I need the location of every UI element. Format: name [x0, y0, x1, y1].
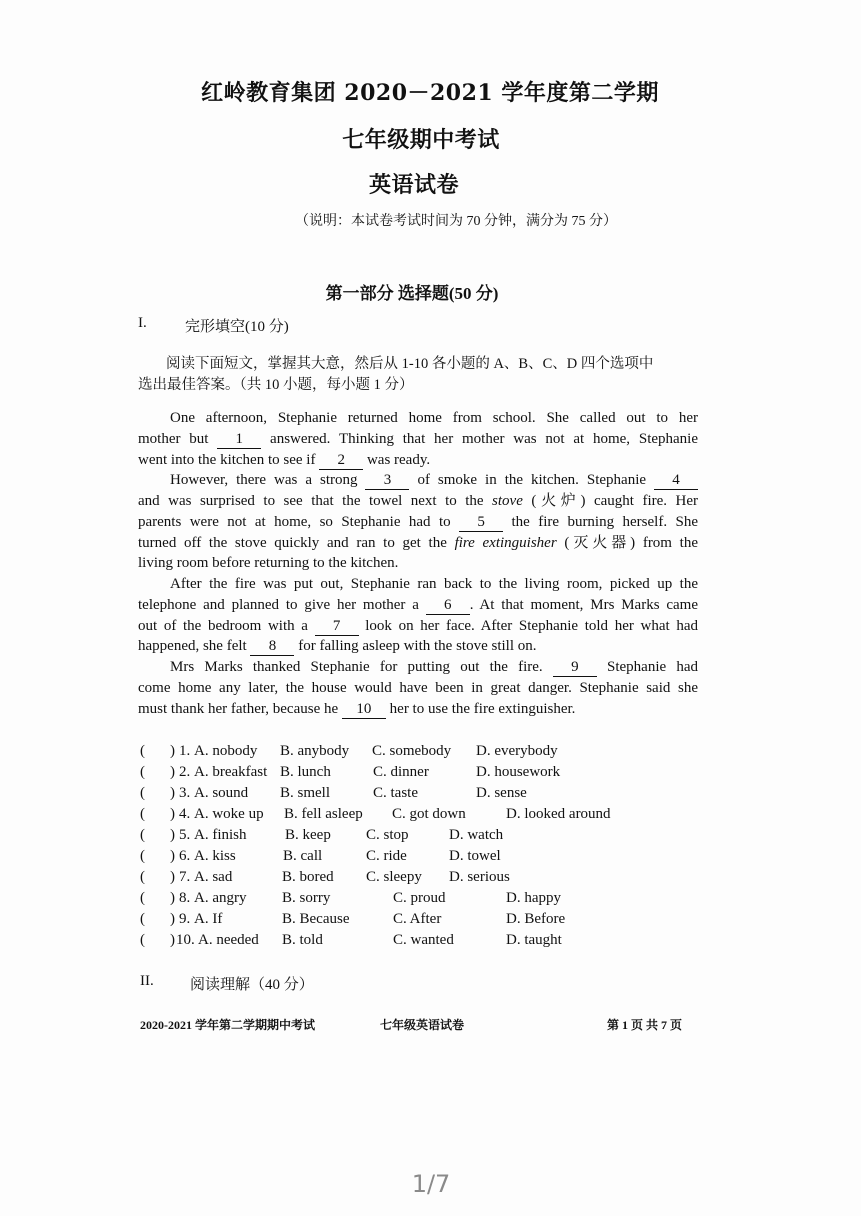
option-d: D. happy	[506, 890, 561, 906]
question-number: 8.	[179, 890, 191, 906]
option-b: B. smell	[280, 785, 331, 801]
option-a: A. If	[194, 911, 223, 927]
answer-blank: 2	[319, 452, 363, 470]
footer-term: 2020-2021 学年第二学期期中考试	[140, 1018, 315, 1032]
answer-bracket-open: (	[140, 911, 145, 927]
passage-line: mother but 1 answered. Thinking that her mother was not at home, Stephanie	[138, 430, 698, 447]
question-row	[0, 783, 861, 804]
section-number: I.	[138, 315, 147, 331]
question-number: 2.	[179, 764, 191, 780]
question-row	[0, 888, 861, 909]
option-c: C. sleepy	[366, 869, 422, 885]
option-b: B. Because	[282, 911, 350, 927]
question-row	[0, 909, 861, 930]
answer-bracket-close: )	[170, 890, 175, 906]
passage-line: come home any later, the house would have been in great danger. Stephanie said she	[138, 679, 698, 696]
option-a: A. sound	[194, 785, 249, 801]
answer-bracket-open: (	[140, 785, 145, 801]
option-c: C. dinner	[373, 764, 429, 780]
question-row	[0, 762, 861, 783]
question-number: 1.	[179, 743, 191, 759]
option-c: C. stop	[366, 827, 409, 843]
page-indicator: 1/7	[411, 1170, 451, 1198]
question-number: 10.	[176, 932, 195, 948]
option-b: B. fell asleep	[284, 806, 363, 822]
question-row	[0, 846, 861, 867]
question-row	[0, 930, 861, 951]
footer-paper: 七年级英语试卷	[380, 1018, 465, 1032]
option-b: B. lunch	[280, 764, 331, 780]
answer-blank: 9	[553, 659, 597, 677]
answer-bracket-close: )	[170, 911, 175, 927]
option-b: B. bored	[282, 869, 334, 885]
answer-bracket-close: )	[170, 827, 175, 843]
passage-line: turned off the stove quickly and ran to get the fire extinguisher (灭火器) from the	[138, 534, 698, 551]
answer-bracket-open: (	[140, 764, 145, 780]
answer-bracket-close: )	[170, 806, 175, 822]
answer-bracket-close: )	[170, 785, 175, 801]
answer-bracket-open: (	[140, 890, 145, 906]
passage-line: went into the kitchen to see if 2 was ready.	[138, 451, 431, 468]
answer-bracket-open: (	[140, 848, 145, 864]
passage-line: happened, she felt 8 for falling asleep with the stove still on.	[138, 638, 537, 655]
answer-blank: 8	[250, 638, 294, 656]
subject-title: 英语试卷	[368, 172, 460, 198]
part-title: 第一部分 选择题(50 分)	[325, 284, 499, 303]
option-a: A. finish	[194, 827, 247, 843]
option-c: C. ride	[366, 848, 407, 864]
answer-bracket-open: (	[140, 932, 145, 948]
question-number: 6.	[179, 848, 191, 864]
question-number: 3.	[179, 785, 191, 801]
answer-bracket-close: )	[170, 743, 175, 759]
exam-note: （说明：本试卷考试时间为 70 分钟，满分为 75 分）	[295, 214, 617, 229]
option-a: A. woke up	[194, 806, 264, 822]
answer-blank: 7	[315, 618, 359, 636]
question-row	[0, 804, 861, 825]
answer-blank: 6	[426, 597, 470, 615]
question-number: 9.	[179, 911, 191, 927]
passage-line: After the fire was put out, Stephanie ran back to the living room, picked up the	[170, 576, 698, 592]
answer-blank: 5	[459, 514, 503, 532]
option-d: D. watch	[449, 827, 504, 843]
option-c: C. wanted	[393, 932, 454, 948]
option-c: C. somebody	[372, 743, 452, 759]
question-number: 7.	[179, 869, 191, 885]
answer-bracket-open: (	[140, 869, 145, 885]
italic-term: fire extinguisher	[454, 534, 557, 551]
option-d: D. Before	[506, 911, 566, 927]
answer-blank: 4	[654, 472, 698, 490]
option-b: B. anybody	[280, 743, 350, 759]
answer-blank: 1	[217, 431, 261, 449]
passage-line: However, there was a strong 3 of smoke in the kitchen. Stephanie 4	[138, 470, 698, 491]
option-d: D. towel	[449, 848, 501, 864]
option-a: A. kiss	[194, 848, 236, 864]
answer-bracket-close: )	[170, 869, 175, 885]
passage-line: living room before returning to the kitchen.	[138, 555, 399, 572]
option-a: A. sad	[194, 869, 233, 885]
option-d: D. looked around	[506, 806, 611, 822]
option-a: A. breakfast	[194, 764, 268, 780]
option-d: D. sense	[476, 785, 527, 801]
exam-title: 红岭教育集团 2020－2021 学年度第二学期	[201, 80, 659, 106]
option-c: C. proud	[393, 890, 446, 906]
question-row	[0, 741, 861, 762]
section-title: 完形填空(10 分)	[185, 319, 289, 335]
option-b: B. sorry	[282, 890, 331, 906]
section-title: 阅读理解（40 分）	[190, 977, 314, 993]
option-c: C. got down	[392, 806, 466, 822]
option-a: A. angry	[194, 890, 247, 906]
option-d: D. housework	[476, 764, 561, 780]
passage-line: telephone and planned to give her mother a 6 . At that moment, Mrs Marks came	[138, 596, 698, 613]
option-b: B. keep	[285, 827, 331, 843]
passage-line: Mrs Marks thanked Stephanie for putting out the fire. 9 Stephanie had	[170, 659, 698, 675]
footer-page: 第 1 页 共 7 页	[607, 1018, 683, 1032]
passage-line: out of the bedroom with a 7 look on her face. After Stephanie told her what had	[138, 617, 698, 634]
exam-name: 七年级期中考试	[342, 127, 500, 153]
instruction-line: 阅读下面短文，掌握其大意，然后从 1-10 各小题的 A、B、C、D 四个选项中	[166, 356, 654, 372]
passage-line: and was surprised to see that the towel next to the stove (火炉) caught fire. Her	[138, 493, 698, 509]
option-b: B. call	[283, 848, 323, 864]
italic-term: stove	[492, 493, 523, 509]
answer-bracket-close: )	[170, 848, 175, 864]
option-a: A. needed	[198, 932, 259, 948]
question-row	[0, 825, 861, 846]
option-d: D. everybody	[476, 743, 558, 759]
option-c: C. taste	[373, 785, 418, 801]
passage-line: must thank her father, because he 10 her to use the fire extinguisher.	[138, 700, 576, 717]
passage-line: parents were not at home, so Stephanie had to 5 the fire burning herself. She	[138, 513, 698, 530]
answer-blank: 3	[365, 472, 409, 490]
option-d: D. serious	[449, 869, 510, 885]
answer-blank: 10	[342, 701, 386, 719]
section-number: II.	[140, 973, 154, 989]
answer-bracket-open: (	[140, 806, 145, 822]
option-a: A. nobody	[194, 743, 258, 759]
answer-bracket-close: )	[170, 764, 175, 780]
question-number: 4.	[179, 806, 191, 822]
option-d: D. taught	[506, 932, 562, 948]
question-row	[0, 867, 861, 888]
option-c: C. After	[393, 911, 442, 927]
answer-bracket-open: (	[140, 743, 145, 759]
question-number: 5.	[179, 827, 191, 843]
option-b: B. told	[282, 932, 323, 948]
answer-bracket-open: (	[140, 827, 145, 843]
answer-bracket-close: )	[170, 932, 175, 948]
passage-line: One afternoon, Stephanie returned home from school. She called out to her	[170, 410, 698, 426]
instruction-line: 选出最佳答案。（共 10 小题，每小题 1 分）	[138, 377, 414, 393]
